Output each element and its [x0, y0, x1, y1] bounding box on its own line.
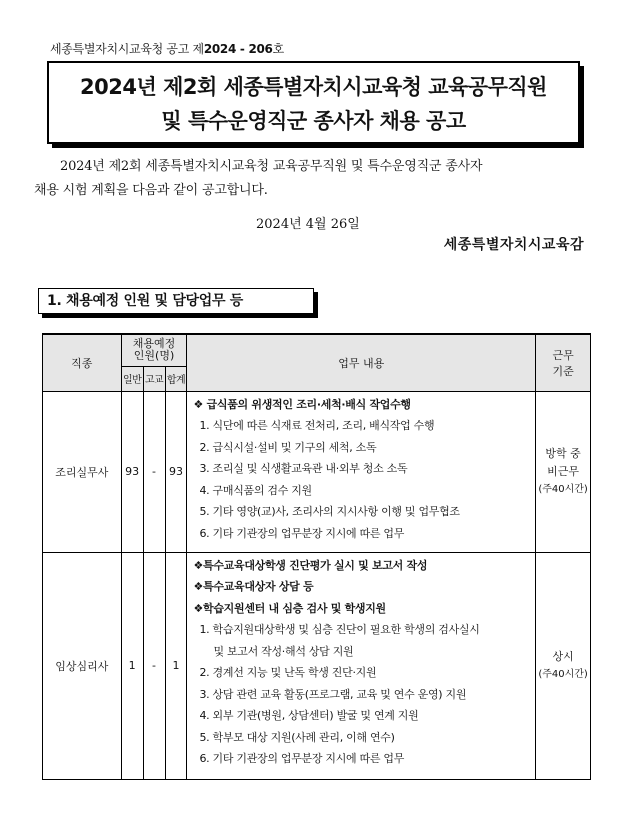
duty-line: 1. 학습지원대상학생 및 심층 진단이 필요한 학생의 검사실시	[199, 623, 480, 636]
row-high-school: -	[143, 552, 165, 779]
header-planned	[121, 334, 187, 366]
duty-line: 4. 외부 기관(병원, 상담센터) 발굴 및 연계 지원	[199, 709, 419, 722]
notice-prefix: 세종특별자치시교육청 공고 제	[50, 42, 204, 56]
notice-number	[50, 40, 284, 57]
header-job: 직종	[43, 334, 122, 391]
row-general: 1	[121, 552, 143, 779]
row-duties	[187, 552, 536, 779]
work-line-3: (주40시간)	[538, 483, 588, 495]
row-duties	[187, 391, 536, 552]
notice-date: 2024년 4월 26일	[256, 217, 360, 232]
duty-line: 6. 기타 기관장의 업무분장 지시에 따른 업무	[199, 526, 405, 540]
work-line-1: 방학 중	[545, 446, 581, 460]
recruitment-table	[42, 333, 591, 780]
title-line-1: 2024년 제2회 세종특별자치시교육청 교육공무직원	[80, 75, 547, 99]
table-row	[43, 552, 591, 779]
work-line-2: (주40시간)	[538, 668, 588, 680]
duty-line: ❖특수교육대상자 상담 등	[193, 580, 314, 593]
work-line-2: 비근무	[547, 464, 580, 478]
row-total: 93	[165, 391, 187, 552]
intro-line-1: 2024년 제2회 세종특별자치시교육청 교육공무직원 및 특수운영직군 종사자	[60, 159, 483, 174]
row-general: 93	[121, 391, 143, 552]
section-1-heading: 1. 채용예정 인원 및 담당업무 등	[38, 288, 314, 314]
header-general: 일반	[121, 366, 143, 391]
duty-line: 및 보고서 작성·해석 상담 지원	[213, 644, 354, 658]
duty-line: 5. 학부모 대상 지원(사례 관리, 이해 연수)	[199, 730, 395, 744]
table-row	[43, 391, 591, 552]
duty-line: ❖ 급식품의 위생적인 조리·세척·배식 작업수행	[193, 397, 411, 411]
row-work	[536, 391, 591, 552]
duty-line: 4. 구매식품의 검수 지원	[199, 483, 312, 497]
row-job: 임상심리사	[43, 552, 122, 779]
header-planned-line-2: 인원(명)	[133, 349, 175, 363]
duty-line: 2. 경계선 지능 및 난독 학생 진단·지원	[199, 666, 377, 679]
header-work	[536, 334, 591, 391]
row-job: 조리실무사	[43, 391, 122, 552]
row-high-school: -	[143, 391, 165, 552]
title-box	[47, 61, 580, 144]
row-total: 1	[165, 552, 187, 779]
header-high-school: 고교	[143, 366, 165, 391]
duty-line: 3. 조리실 및 식생활교육관 내·외부 청소 소독	[199, 462, 408, 475]
duty-line: 6. 기타 기관장의 업무분장 지시에 따른 업무	[199, 752, 405, 765]
header-duties: 업무 내용	[187, 334, 536, 391]
title-line-2: 및 특수운영직군 종사자 채용 공고	[161, 109, 466, 133]
duty-line: 5. 기타 영양(교)사, 조리사의 지시사항 이행 및 업무협조	[199, 505, 460, 518]
duty-line: 2. 급식시설·설비 및 기구의 세척, 소독	[199, 440, 377, 454]
header-work-line-1: 근무	[552, 348, 574, 362]
notice-number-value: 2024 - 206	[203, 42, 273, 56]
intro-line-2: 채용 시험 계획을 다음과 같이 공고합니다.	[34, 183, 268, 198]
header-work-line-2: 기준	[552, 364, 574, 378]
header-planned-line-1: 채용예정	[132, 337, 176, 351]
duty-line: ❖학습지원센터 내 심층 검사 및 학생지원	[193, 601, 386, 615]
issuer: 세종특별자치시교육감	[443, 237, 584, 253]
duty-line: 3. 상담 관련 교육 활동(프로그램, 교육 및 연수 운영) 지원	[199, 687, 467, 701]
notice-suffix: 호	[272, 42, 284, 56]
intro-paragraph	[34, 155, 594, 203]
header-total: 합계	[165, 366, 187, 391]
duty-line: ❖특수교육대상학생 진단평가 실시 및 보고서 작성	[193, 558, 428, 572]
duty-line: 1. 식단에 따른 식재료 전처리, 조리, 배식작업 수행	[199, 419, 435, 432]
row-work	[536, 552, 591, 779]
work-line-1: 상시	[552, 649, 574, 663]
